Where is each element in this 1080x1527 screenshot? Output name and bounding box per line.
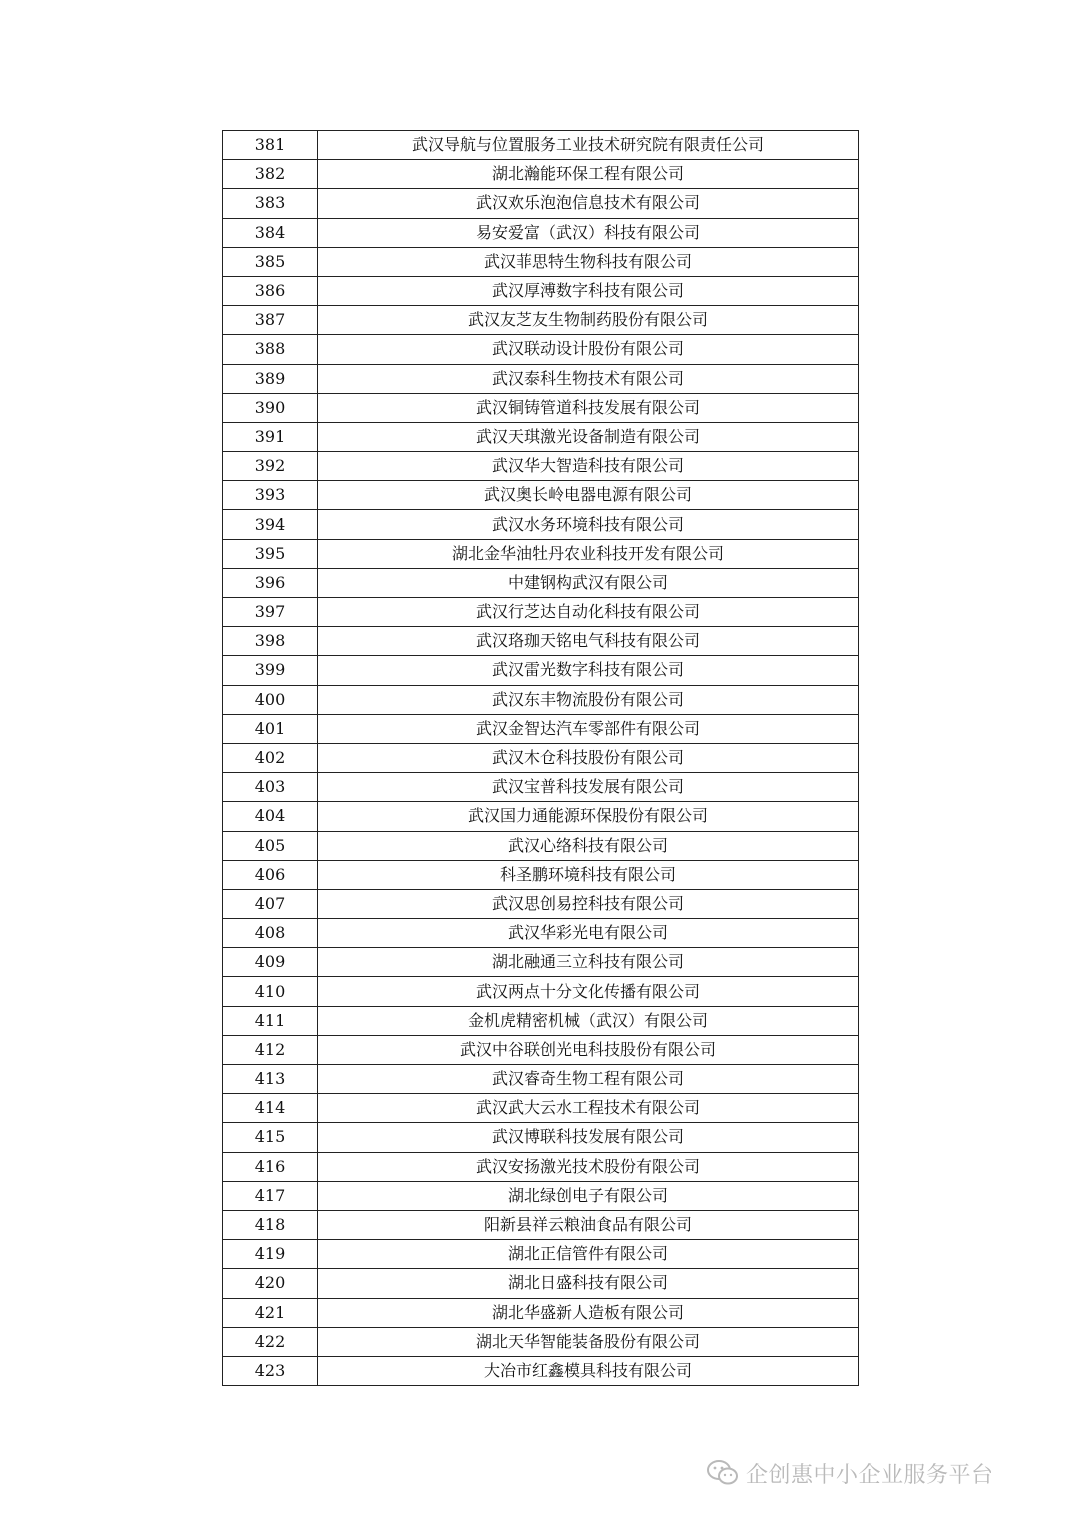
row-number-cell: 416 [223, 1152, 318, 1181]
table-row [223, 1356, 859, 1385]
row-number-cell: 396 [223, 568, 318, 597]
company-name-cell: 武汉睿奇生物工程有限公司 [318, 1065, 859, 1094]
company-name-cell: 武汉华大智造科技有限公司 [318, 452, 859, 481]
row-number-cell: 408 [223, 919, 318, 948]
company-name-cell: 武汉天琪激光设备制造有限公司 [318, 422, 859, 451]
row-number-cell: 381 [223, 131, 318, 160]
company-name-cell: 武汉水务环境科技有限公司 [318, 510, 859, 539]
table-row [223, 160, 859, 189]
company-name-cell: 武汉雷光数字科技有限公司 [318, 656, 859, 685]
company-name-cell: 武汉铜铸管道科技发展有限公司 [318, 393, 859, 422]
company-name-cell: 武汉金智达汽车零部件有限公司 [318, 714, 859, 743]
table-row [223, 773, 859, 802]
table-row [223, 656, 859, 685]
table-row [223, 977, 859, 1006]
table-row [223, 276, 859, 305]
row-number-cell: 397 [223, 598, 318, 627]
table-row [223, 1006, 859, 1035]
row-number-cell: 388 [223, 335, 318, 364]
table-row [223, 685, 859, 714]
table-row [223, 860, 859, 889]
row-number-cell: 423 [223, 1356, 318, 1385]
table-row [223, 1327, 859, 1356]
row-number-cell: 394 [223, 510, 318, 539]
company-name-cell: 武汉安扬激光技术股份有限公司 [318, 1152, 859, 1181]
row-number-cell: 400 [223, 685, 318, 714]
company-name-cell: 大冶市红鑫模具科技有限公司 [318, 1356, 859, 1385]
row-number-cell: 404 [223, 802, 318, 831]
company-name-cell: 湖北正信管件有限公司 [318, 1240, 859, 1269]
table-row [223, 364, 859, 393]
company-name-cell: 武汉联动设计股份有限公司 [318, 335, 859, 364]
row-number-cell: 418 [223, 1210, 318, 1239]
table-row [223, 1065, 859, 1094]
row-number-cell: 414 [223, 1094, 318, 1123]
company-name-cell: 湖北天华智能装备股份有限公司 [318, 1327, 859, 1356]
company-name-cell: 武汉导航与位置服务工业技术研究院有限责任公司 [318, 131, 859, 160]
wechat-icon [706, 1459, 740, 1487]
table-row [223, 831, 859, 860]
company-name-cell: 湖北日盛科技有限公司 [318, 1269, 859, 1298]
row-number-cell: 403 [223, 773, 318, 802]
table-row [223, 1298, 859, 1327]
table-row [223, 539, 859, 568]
watermark [706, 1458, 994, 1488]
table-row [223, 452, 859, 481]
company-name-cell: 武汉厚溥数字科技有限公司 [318, 276, 859, 305]
table-row [223, 627, 859, 656]
row-number-cell: 420 [223, 1269, 318, 1298]
company-name-cell: 中建钢构武汉有限公司 [318, 568, 859, 597]
row-number-cell: 422 [223, 1327, 318, 1356]
company-name-cell: 武汉博联科技发展有限公司 [318, 1123, 859, 1152]
table-row [223, 1210, 859, 1239]
row-number-cell: 383 [223, 189, 318, 218]
row-number-cell: 410 [223, 977, 318, 1006]
table-row [223, 247, 859, 276]
company-name-cell: 武汉菲思特生物科技有限公司 [318, 247, 859, 276]
row-number-cell: 392 [223, 452, 318, 481]
company-name-cell: 武汉奥长岭电器电源有限公司 [318, 481, 859, 510]
table-row [223, 1181, 859, 1210]
row-number-cell: 411 [223, 1006, 318, 1035]
table-row [223, 218, 859, 247]
row-number-cell: 391 [223, 422, 318, 451]
table-row [223, 510, 859, 539]
company-name-cell: 武汉华彩光电有限公司 [318, 919, 859, 948]
table-row [223, 422, 859, 451]
row-number-cell: 395 [223, 539, 318, 568]
row-number-cell: 405 [223, 831, 318, 860]
company-name-cell: 武汉东丰物流股份有限公司 [318, 685, 859, 714]
table-row [223, 1123, 859, 1152]
company-name-cell: 武汉两点十分文化传播有限公司 [318, 977, 859, 1006]
row-number-cell: 386 [223, 276, 318, 305]
company-name-cell: 武汉泰科生物技术有限公司 [318, 364, 859, 393]
row-number-cell: 417 [223, 1181, 318, 1210]
row-number-cell: 413 [223, 1065, 318, 1094]
row-number-cell: 393 [223, 481, 318, 510]
row-number-cell: 415 [223, 1123, 318, 1152]
table-row [223, 481, 859, 510]
table-row [223, 889, 859, 918]
company-name-cell: 武汉友芝友生物制药股份有限公司 [318, 306, 859, 335]
company-name-cell: 武汉国力通能源环保股份有限公司 [318, 802, 859, 831]
table-row [223, 1240, 859, 1269]
row-number-cell: 382 [223, 160, 318, 189]
row-number-cell: 419 [223, 1240, 318, 1269]
company-name-cell: 湖北金华油牡丹农业科技开发有限公司 [318, 539, 859, 568]
row-number-cell: 385 [223, 247, 318, 276]
row-number-cell: 421 [223, 1298, 318, 1327]
company-name-cell: 武汉中谷联创光电科技股份有限公司 [318, 1035, 859, 1064]
table-row [223, 1094, 859, 1123]
table-row [223, 189, 859, 218]
company-name-cell: 湖北融通三立科技有限公司 [318, 948, 859, 977]
table-row [223, 598, 859, 627]
row-number-cell: 389 [223, 364, 318, 393]
table-row [223, 393, 859, 422]
table-row [223, 1035, 859, 1064]
table-row [223, 802, 859, 831]
company-name-cell: 武汉宝普科技发展有限公司 [318, 773, 859, 802]
row-number-cell: 412 [223, 1035, 318, 1064]
row-number-cell: 406 [223, 860, 318, 889]
table-row [223, 306, 859, 335]
table-row [223, 948, 859, 977]
row-number-cell: 398 [223, 627, 318, 656]
table-row [223, 568, 859, 597]
watermark-text: 企创惠中小企业服务平台 [746, 1462, 994, 1488]
row-number-cell: 407 [223, 889, 318, 918]
company-name-cell: 武汉思创易控科技有限公司 [318, 889, 859, 918]
row-number-cell: 399 [223, 656, 318, 685]
row-number-cell: 402 [223, 743, 318, 772]
company-name-cell: 易安爱富（武汉）科技有限公司 [318, 218, 859, 247]
company-name-cell: 武汉心络科技有限公司 [318, 831, 859, 860]
row-number-cell: 387 [223, 306, 318, 335]
company-name-cell: 武汉武大云水工程技术有限公司 [318, 1094, 859, 1123]
company-name-cell: 湖北绿创电子有限公司 [318, 1181, 859, 1210]
company-name-cell: 阳新县祥云粮油食品有限公司 [318, 1210, 859, 1239]
company-name-cell: 武汉珞珈天铭电气科技有限公司 [318, 627, 859, 656]
table-row [223, 335, 859, 364]
table-row [223, 131, 859, 160]
company-name-cell: 武汉欢乐泡泡信息技术有限公司 [318, 189, 859, 218]
table-row [223, 1269, 859, 1298]
company-name-cell: 科圣鹏环境科技有限公司 [318, 860, 859, 889]
table-row [223, 714, 859, 743]
company-name-cell: 武汉行芝达自动化科技有限公司 [318, 598, 859, 627]
row-number-cell: 409 [223, 948, 318, 977]
table-row [223, 743, 859, 772]
row-number-cell: 401 [223, 714, 318, 743]
row-number-cell: 390 [223, 393, 318, 422]
table-body [223, 131, 859, 1386]
company-name-cell: 湖北瀚能环保工程有限公司 [318, 160, 859, 189]
company-name-cell: 武汉木仓科技股份有限公司 [318, 743, 859, 772]
company-name-cell: 湖北华盛新人造板有限公司 [318, 1298, 859, 1327]
company-name-cell: 金机虎精密机械（武汉）有限公司 [318, 1006, 859, 1035]
table-row [223, 1152, 859, 1181]
company-list-table [222, 130, 859, 1386]
table-row [223, 919, 859, 948]
row-number-cell: 384 [223, 218, 318, 247]
